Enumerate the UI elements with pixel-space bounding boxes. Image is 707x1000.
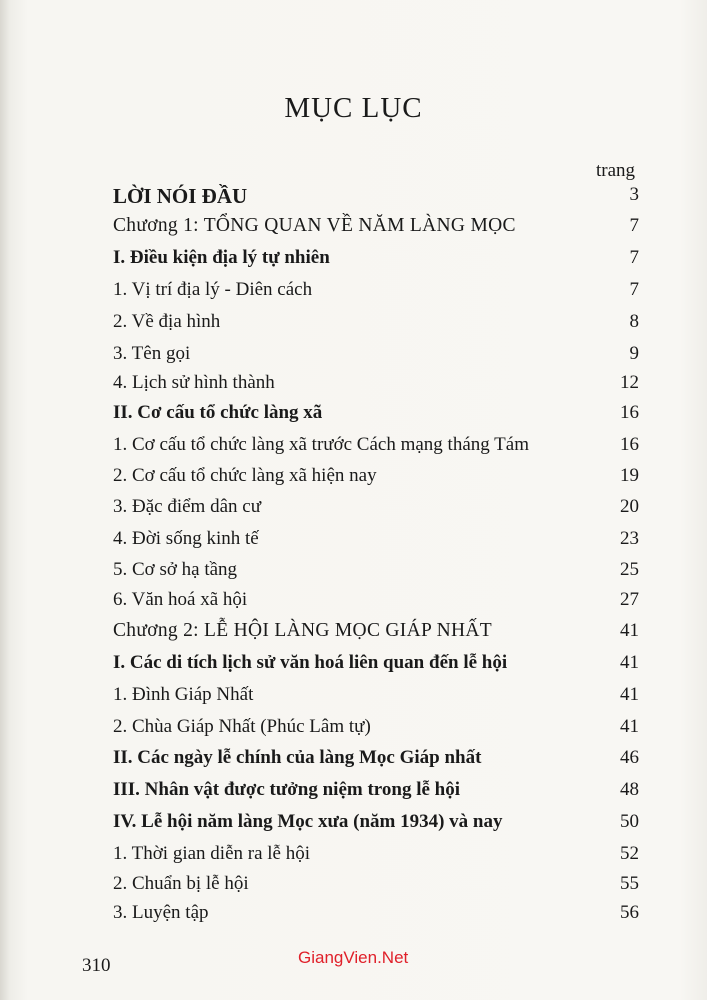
toc-entry	[0, 402, 707, 432]
toc-entry-label: I. Các di tích lịch sử văn hoá liên quan đến lễ hội	[113, 652, 508, 673]
toc-entry-page: 8	[629, 311, 639, 332]
toc-entry-label: 4. Đời sống kinh tế	[113, 528, 259, 549]
watermark-text: GiangVien.Net	[298, 948, 409, 967]
toc-entry	[0, 465, 707, 495]
toc-entry	[0, 747, 707, 777]
toc-entry-label: IV. Lễ hội năm làng Mọc xưa (năm 1934) và nay	[113, 811, 503, 832]
toc-entry-page: 23	[620, 528, 639, 549]
toc-entry-page: 50	[620, 811, 639, 832]
toc-entry	[0, 496, 707, 526]
toc-entry	[0, 184, 707, 214]
toc-entry-label: 3. Luyện tập	[113, 902, 209, 923]
toc-entry-page: 3	[629, 184, 639, 205]
toc-entry	[0, 843, 707, 873]
toc-entry-label: 4. Lịch sử hình thành	[113, 372, 275, 393]
page-title: MỤC LỤC	[284, 92, 423, 124]
toc-entry-page: 55	[620, 873, 639, 894]
toc-entry-label: 2. Chùa Giáp Nhất (Phúc Lâm tự)	[113, 716, 371, 737]
toc-entry-label: 2. Cơ cấu tổ chức làng xã hiện nay	[113, 465, 377, 486]
toc-entry-page: 7	[629, 247, 639, 268]
toc-entry	[0, 684, 707, 714]
toc-entry-page: 25	[620, 559, 639, 580]
toc-entry-label: 6. Văn hoá xã hội	[113, 589, 248, 610]
toc-entry-label: 1. Đình Giáp Nhất	[113, 684, 254, 705]
toc-entry-page: 48	[620, 779, 639, 800]
toc-entry-label: I. Điều kiện địa lý tự nhiên	[113, 247, 330, 268]
toc-entry-page: 46	[620, 747, 639, 768]
page-column-label: trang	[596, 160, 636, 181]
toc-entry-label: II. Cơ cấu tổ chức làng xã	[113, 402, 323, 423]
toc-entry-page: 16	[620, 434, 639, 455]
toc-entry-label: LỜI NÓI ĐẦU	[113, 184, 248, 208]
toc-entry-page: 27	[620, 589, 639, 610]
toc-entry-label: Chương 2: LỄ HỘI LÀNG MỌC GIÁP NHẤT	[113, 620, 492, 641]
toc-entry-page: 41	[620, 716, 639, 737]
toc-entry-label: 1. Thời gian diễn ra lễ hội	[113, 843, 311, 864]
toc-entry-label: 2. Về địa hình	[113, 311, 221, 332]
toc-entry-page: 52	[620, 843, 639, 864]
toc-entry-label: 3. Đặc điểm dân cư	[113, 496, 261, 517]
toc-entry	[0, 434, 707, 464]
toc-entry	[0, 620, 707, 650]
toc-entry	[0, 589, 707, 619]
toc-entry	[0, 311, 707, 341]
toc-entry-label: 2. Chuẩn bị lễ hội	[113, 873, 249, 894]
toc-entry	[0, 247, 707, 277]
toc-entry-label: Chương 1: TỔNG QUAN VỀ NĂM LÀNG MỌC	[113, 215, 516, 236]
toc-entry-page: 56	[620, 902, 639, 923]
toc-entry-page: 7	[629, 279, 639, 300]
toc-entry	[0, 652, 707, 682]
toc-entry	[0, 343, 707, 373]
toc-entry-label: II. Các ngày lễ chính của làng Mọc Giáp nhất	[113, 747, 482, 768]
toc-entry-page: 41	[620, 684, 639, 705]
toc-entry-page: 41	[620, 652, 639, 673]
footer-page-number: 310	[82, 955, 111, 976]
toc-entry-page: 7	[629, 215, 639, 236]
toc-entry-page: 20	[620, 496, 639, 517]
toc-entry	[0, 779, 707, 809]
toc-entry	[0, 873, 707, 903]
toc-entry	[0, 559, 707, 589]
toc-entry	[0, 811, 707, 841]
toc-entry	[0, 372, 707, 402]
toc-entry-label: 3. Tên gọi	[113, 343, 191, 364]
toc-entry-label: III. Nhân vật được tưởng niệm trong lễ hội	[113, 779, 461, 800]
toc-entry-page: 41	[620, 620, 639, 641]
toc-entry-label: 1. Vị trí địa lý - Diên cách	[113, 279, 313, 300]
toc-entry	[0, 215, 707, 245]
toc-entry	[0, 528, 707, 558]
toc-entry	[0, 279, 707, 309]
toc-entry	[0, 716, 707, 746]
toc-entry-page: 16	[620, 402, 639, 423]
toc-entry-page: 9	[629, 343, 639, 364]
toc-entry	[0, 902, 707, 932]
toc-entry-label: 5. Cơ sở hạ tầng	[113, 559, 238, 580]
toc-entry-page: 19	[620, 465, 639, 486]
toc-entry-label: 1. Cơ cấu tổ chức làng xã trước Cách mạng tháng Tám	[113, 434, 529, 455]
toc-entry-page: 12	[620, 372, 639, 393]
